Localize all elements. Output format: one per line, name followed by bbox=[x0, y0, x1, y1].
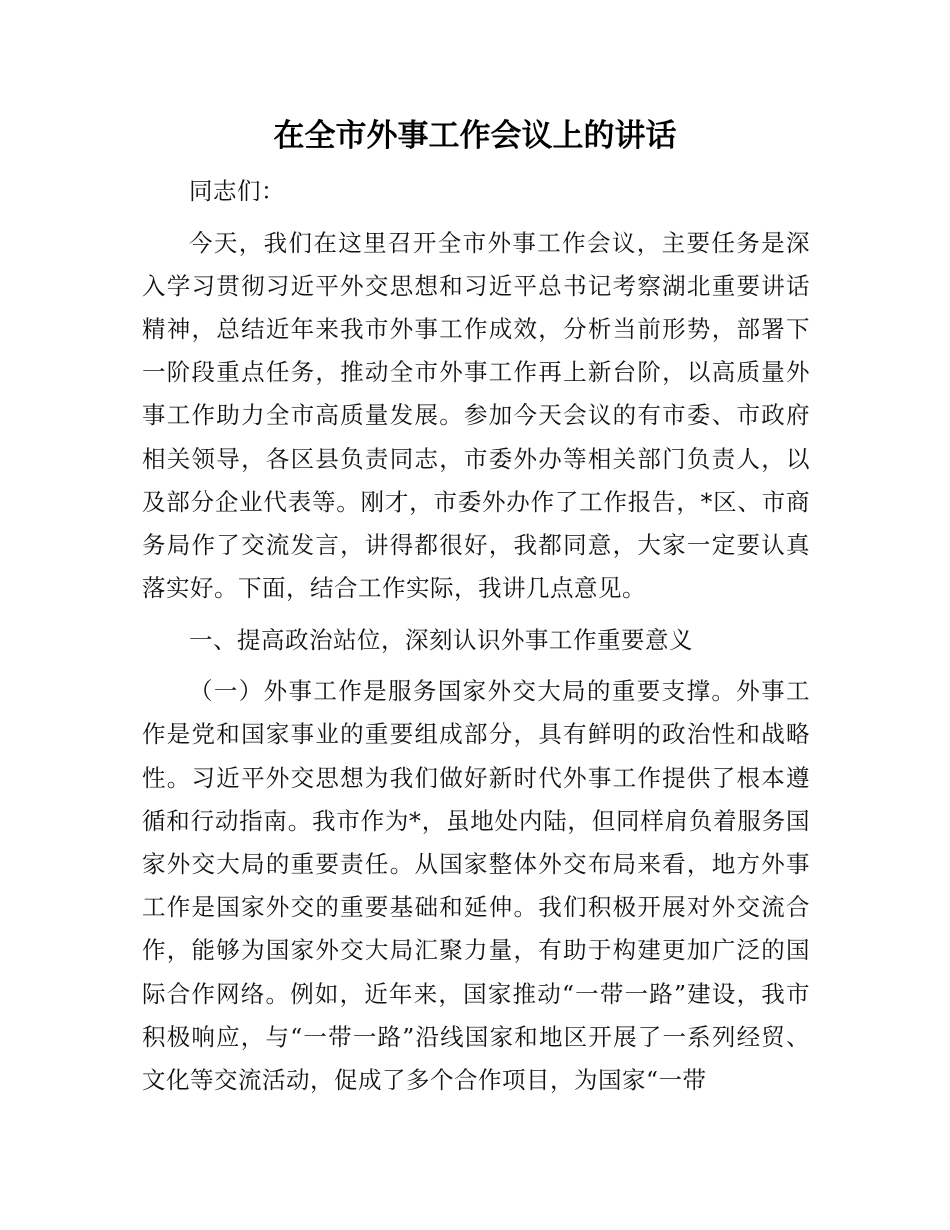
salutation: 同志们： bbox=[189, 177, 285, 205]
paragraph-subsection-1: （一）外事工作是服务国家外交大局的重要支撑。外事工作是党和国家事业的重要组成部分，具有鲜明的政治性和战略性。习近平外交思想为我们做好新时代外事工作提供了根本遵循和行动指南。我市作为*，虽地处内陆，但同样肩负着服务国家外交大局的重要责任。从国家整体外交布局来看，地方外事工作是国家外交的重要基础和延伸。我们积极开展对外交流合作，能够为国家外交大局汇聚力量，有助于构建更加广泛的国际合作网络。例如，近年来，国家推动“一带一路”建设，我市积极响应，与“一带一路”沿线国家和地区开展了一系列经贸、文化等交流活动，促成了多个合作项目，为国家“一带 bbox=[142, 677, 810, 1094]
document-body bbox=[142, 170, 810, 1110]
document-title: 在全市外事工作会议上的讲话 bbox=[273, 118, 677, 154]
paragraph-intro: 今天，我们在这里召开全市外事工作会议，主要任务是深入学习贯彻习近平外交思想和习近平总书记考察湖北重要讲话精神，总结近年来我市外事工作成效，分析当前形势，部署下一阶段重点任务，推动全市外事工作再上新台阶，以高质量外事工作助力全市高质量发展。参加今天会议的有市委、市政府相关领导，各区县负责同志，市委外办等相关部门负责人，以及部分企业代表等。刚才，市委外办作了工作报告，*区、市商务局作了交流发言，讲得都很好，我都同意，大家一定要认真落实好。下面，结合工作实际，我讲几点意见。 bbox=[142, 228, 810, 603]
section-heading-1: 一、提高政治站位，深刻认识外事工作重要意义 bbox=[189, 625, 693, 654]
